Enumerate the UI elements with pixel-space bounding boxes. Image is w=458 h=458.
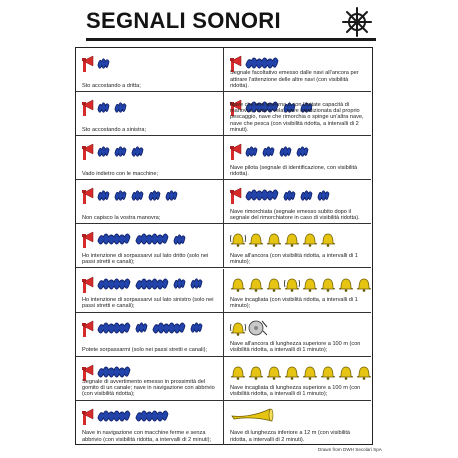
- signal-cell: [224, 269, 371, 313]
- bell-icon: [266, 276, 282, 292]
- signal-description: Nave pilota (segnale di identificazione, con visibilità ridotta).: [230, 164, 358, 177]
- signal-description: Nave all'ancora di lunghezza superiore a 100 m (con visibilità ridotta, a intervalli di 1 minuto);: [230, 341, 361, 354]
- signal-icons: [230, 273, 371, 295]
- signal-icons: [82, 228, 187, 250]
- signal-description: Sto accostando a dritta;: [82, 82, 141, 89]
- short-blast-icon: [244, 145, 259, 158]
- horn-icon: [82, 53, 94, 73]
- signal-cell: [224, 357, 371, 401]
- signal-cell: [76, 48, 224, 92]
- signal-description: Potete sorpassarmi (solo nei passi stretti e canali);: [82, 347, 207, 354]
- signal-icons: [82, 96, 128, 118]
- bell-icon: [230, 364, 246, 380]
- short-blast-icon: [130, 189, 145, 202]
- page-title: SEGNALI SONORI: [86, 8, 281, 33]
- signal-icons: [82, 405, 170, 427]
- signal-cell: [224, 92, 371, 136]
- signal-cell: [76, 180, 224, 224]
- signal-description: Nave incagliata di lunghezza superiore a 100 m (con visibilità ridotta, a intervalli di 1 minuto);: [230, 385, 361, 398]
- short-blast-icon: [96, 145, 111, 158]
- long-blast-icon: [96, 232, 132, 246]
- short-blast-icon: [189, 321, 204, 334]
- signal-icons: [230, 361, 371, 383]
- signal-cell: [224, 401, 371, 445]
- short-blast-icon: [282, 189, 297, 202]
- signal-description: Nave incagliata (con visibilità ridotta, a intervalli di 1 minuto);: [230, 297, 358, 310]
- signal-cell: [76, 357, 224, 401]
- short-blast-icon: [316, 189, 331, 202]
- gong-icon: [248, 319, 268, 337]
- signal-icons: [82, 317, 204, 339]
- short-blast-icon: [134, 321, 149, 334]
- bell-icon: [356, 276, 371, 292]
- short-blast-icon: [172, 277, 187, 290]
- long-blast-icon: [134, 409, 170, 423]
- signal-cell: [76, 401, 224, 445]
- bell-icon: [248, 276, 264, 292]
- fog-horn-icon: [230, 407, 274, 425]
- bell-icon: [320, 364, 336, 380]
- signal-description: Sto accostando a sinistra;: [82, 126, 147, 133]
- horn-icon: [82, 229, 94, 249]
- bell-icon: [356, 364, 371, 380]
- signal-cell: [76, 269, 224, 313]
- signal-description: Nave che non governa o con limitate capacità di manovra, nave a vela, nave condizionata dal proprio pescaggio, nave che rimorchia o spinge un'altra nave, nave che pesca (con visibilità ridotta, a intervalli di 2 minuti).: [230, 101, 364, 133]
- signal-description: Ho intenzione di sorpassarvi sul lato dritto (solo nei passi stretti e canali);: [82, 252, 209, 266]
- horn-icon: [82, 97, 94, 117]
- bell-icon: [302, 276, 318, 292]
- bell-icon: [266, 231, 282, 247]
- long-blast-icon: [151, 321, 187, 335]
- title-underline: [86, 38, 376, 41]
- short-blast-icon: [130, 145, 145, 158]
- ship-wheel-logo-icon: [342, 7, 372, 37]
- long-blast-icon: [244, 56, 280, 70]
- short-blast-icon: [164, 189, 179, 202]
- signal-cell: [224, 136, 371, 180]
- signal-description: Nave di lunghezza inferiore a 12 m (con visibilità ridotta, a intervalli di 2 minuti).: [230, 430, 351, 443]
- signal-icons: [230, 317, 268, 339]
- short-blast-icon: [96, 189, 111, 202]
- bell-icon: [248, 231, 264, 247]
- signal-cell: [76, 224, 224, 268]
- signal-icons: [230, 140, 310, 162]
- signal-description: Non capisco la vostra manovra;: [82, 215, 161, 222]
- signal-cell: [76, 313, 224, 357]
- short-blast-icon: [299, 189, 314, 202]
- short-blast-icon: [189, 277, 204, 290]
- signal-icons: [230, 184, 331, 206]
- bell-icon: [320, 231, 336, 247]
- bell-ring-icon: [230, 231, 246, 247]
- signal-icons: [230, 405, 274, 427]
- signals-table: [75, 47, 373, 445]
- bell-icon: [230, 276, 246, 292]
- horn-icon: [82, 185, 94, 205]
- signal-icons: [82, 184, 179, 206]
- credit-text: Drawn from DWH Secolari SpA: [318, 447, 382, 452]
- signal-description: Nave in navigazione con macchine ferme e senza abbrivio (con visibilità ridotta, a intervalli di 2 minuti);: [82, 430, 212, 443]
- long-blast-icon: [96, 365, 132, 379]
- short-blast-icon: [172, 233, 187, 246]
- short-blast-icon: [113, 145, 128, 158]
- short-blast-icon: [96, 57, 111, 70]
- signal-icons: [82, 140, 145, 162]
- bell-icon: [338, 364, 354, 380]
- signal-icons: [82, 52, 111, 74]
- long-blast-icon: [96, 409, 132, 423]
- signal-cell: [224, 180, 371, 224]
- signal-cell: [224, 313, 371, 357]
- long-blast-icon: [96, 277, 132, 291]
- bell-icon: [284, 364, 300, 380]
- bell-icon: [248, 364, 264, 380]
- short-blast-icon: [96, 101, 111, 114]
- bell-icon: [338, 276, 354, 292]
- horn-icon: [82, 141, 94, 161]
- short-blast-icon: [278, 145, 293, 158]
- horn-icon: [230, 141, 242, 161]
- long-blast-icon: [96, 321, 132, 335]
- horn-icon: [82, 274, 94, 294]
- signal-description: Segnale facoltativo emesso dalle navi all'ancora per attirare l'attenzione delle altre navi (con visibilità ridotta).: [230, 70, 359, 89]
- bell-ring-icon: [284, 276, 300, 292]
- signal-description: Segnale di avvertimento emesso in prossimità del gomito di un canale; nave in navigazione con abbrivio (con visibilità ridotta);: [82, 378, 215, 398]
- short-blast-icon: [261, 145, 276, 158]
- short-blast-icon: [113, 101, 128, 114]
- signal-cell: [76, 92, 224, 136]
- bell-ring-icon: [230, 320, 246, 336]
- bell-icon: [266, 364, 282, 380]
- horn-icon: [230, 185, 242, 205]
- signal-description: Nave all'ancora (con visibilità ridotta, a intervalli di 1 minuto);: [230, 252, 358, 266]
- signal-description: Vado indietro con le macchine;: [82, 170, 159, 177]
- long-blast-icon: [244, 188, 280, 202]
- bell-icon: [302, 364, 318, 380]
- signal-cell: [224, 224, 371, 268]
- long-blast-icon: [134, 232, 170, 246]
- signal-description: Nave rimorchiata (segnale emesso subito dopo il segnale del rimorchiatore in caso di visibilità ridotta).: [230, 208, 360, 222]
- long-blast-icon: [134, 277, 170, 291]
- bell-icon: [320, 276, 336, 292]
- signal-cell: [76, 136, 224, 180]
- bell-icon: [302, 231, 318, 247]
- signal-icons: [230, 228, 336, 250]
- horn-icon: [82, 406, 94, 426]
- signal-description: Ho intenzione di sorpassarvi sul lato sinistro (solo nei passi stretti e canali);: [82, 297, 214, 310]
- signal-cell: [224, 48, 371, 92]
- short-blast-icon: [147, 189, 162, 202]
- short-blast-icon: [295, 145, 310, 158]
- signal-icons: [82, 273, 204, 295]
- short-blast-icon: [113, 189, 128, 202]
- horn-icon: [82, 318, 94, 338]
- bell-icon: [284, 231, 300, 247]
